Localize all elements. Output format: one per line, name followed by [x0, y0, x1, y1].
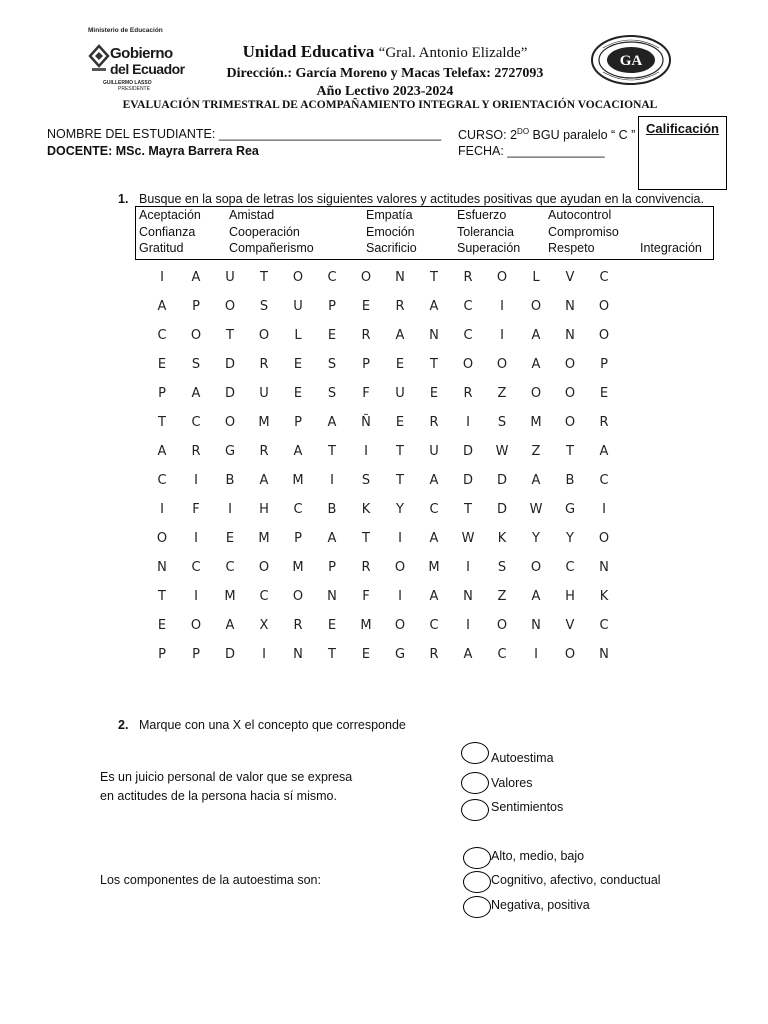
- question1-number: 1.: [118, 192, 129, 206]
- grid-letter[interactable]: H: [565, 589, 575, 604]
- grid-letter[interactable]: Y: [532, 531, 540, 546]
- item2-option: Negativa, positiva: [491, 898, 590, 912]
- grid-letter[interactable]: T: [226, 328, 234, 343]
- grid-letter[interactable]: I: [534, 647, 538, 662]
- svg-text:GA: GA: [619, 53, 643, 69]
- grid-letter[interactable]: E: [599, 386, 609, 401]
- grid-letter[interactable]: C: [225, 560, 235, 575]
- option-circle[interactable]: [463, 847, 491, 869]
- grid-letter[interactable]: T: [430, 357, 438, 372]
- grid-letter[interactable]: O: [258, 328, 270, 343]
- grid-letter[interactable]: E: [395, 357, 405, 372]
- grid-letter[interactable]: C: [463, 328, 473, 343]
- grid-letter[interactable]: S: [361, 473, 371, 488]
- grid-letter[interactable]: U: [225, 270, 235, 285]
- grid-row: [150, 386, 620, 406]
- grid-letter[interactable]: T: [328, 647, 336, 662]
- grid-letter[interactable]: R: [599, 415, 609, 430]
- grid-letter[interactable]: P: [362, 357, 370, 372]
- date-label: FECHA: ______________: [458, 144, 605, 158]
- grid-letter[interactable]: O: [530, 386, 542, 401]
- grid-letter[interactable]: A: [463, 647, 473, 662]
- grid-letter[interactable]: T: [260, 270, 268, 285]
- grid-letter[interactable]: Y: [396, 502, 404, 517]
- word-list-item: Compromiso: [548, 225, 619, 239]
- grid-letter[interactable]: C: [599, 270, 609, 285]
- grid-letter[interactable]: D: [224, 647, 235, 662]
- grid-letter[interactable]: K: [497, 531, 507, 546]
- grid-letter[interactable]: M: [292, 560, 304, 575]
- grid-letter[interactable]: M: [292, 473, 304, 488]
- grid-row: [150, 444, 620, 464]
- teacher-label: DOCENTE: MSc. Mayra Barrera Rea: [47, 144, 259, 158]
- grid-row: [150, 415, 620, 435]
- grid-row: [150, 473, 620, 493]
- grid-letter[interactable]: C: [599, 618, 609, 633]
- word-list-item: Autocontrol: [548, 208, 612, 222]
- grid-letter[interactable]: O: [530, 560, 542, 575]
- grid-letter[interactable]: A: [157, 299, 167, 314]
- grid-letter[interactable]: B: [327, 502, 337, 517]
- grid-letter[interactable]: S: [327, 386, 337, 401]
- grid-letter[interactable]: C: [157, 473, 167, 488]
- grid-letter[interactable]: I: [466, 560, 470, 575]
- grid-letter[interactable]: K: [361, 502, 371, 517]
- grid-letter[interactable]: I: [500, 299, 504, 314]
- grid-letter[interactable]: A: [429, 473, 439, 488]
- grid-letter[interactable]: C: [599, 473, 609, 488]
- item1-option: Sentimientos: [491, 800, 564, 814]
- gov-logo-line1: Gobierno: [110, 45, 173, 62]
- option-circle[interactable]: [461, 799, 489, 821]
- grid-letter[interactable]: O: [598, 299, 610, 314]
- option-circle[interactable]: [461, 772, 489, 794]
- grid-letter[interactable]: C: [293, 502, 303, 517]
- word-list-item: Esfuerzo: [457, 208, 507, 222]
- item1-prompt-line1: Es un juicio personal de valor que se expresa: [100, 770, 353, 784]
- grid-letter[interactable]: G: [224, 444, 236, 459]
- gov-logo-line3: GUILLERMO LASSO: [103, 80, 152, 86]
- grid-letter[interactable]: I: [262, 647, 266, 662]
- grid-letter[interactable]: B: [225, 473, 235, 488]
- grid-letter[interactable]: N: [429, 328, 439, 343]
- grid-letter[interactable]: N: [395, 270, 405, 285]
- question2-number: 2.: [118, 718, 129, 732]
- grid-letter[interactable]: V: [565, 618, 575, 633]
- grid-row: [150, 618, 620, 638]
- grid-letter[interactable]: O: [360, 270, 372, 285]
- word-list-box: [135, 206, 714, 260]
- grid-letter[interactable]: D: [224, 357, 235, 372]
- grid-letter[interactable]: U: [293, 299, 303, 314]
- grid-letter[interactable]: I: [194, 473, 198, 488]
- grid-letter[interactable]: O: [224, 415, 236, 430]
- grid-letter[interactable]: T: [328, 444, 336, 459]
- option-circle[interactable]: [461, 742, 489, 764]
- grid-letter[interactable]: R: [463, 386, 473, 401]
- grid-letter[interactable]: I: [466, 618, 470, 633]
- course-rest: BGU paralelo “ C ”: [529, 128, 636, 143]
- grid-letter[interactable]: C: [191, 415, 201, 430]
- grid-letter[interactable]: O: [564, 647, 576, 662]
- evaluation-title: EVALUACIÓN TRIMESTRAL DE ACOMPAÑAMIENTO INTEGRAL Y ORIENTACIÓN VOCACIONAL: [122, 99, 658, 111]
- grid-letter[interactable]: Z: [497, 589, 507, 604]
- grid-letter[interactable]: D: [462, 473, 473, 488]
- item1-prompt-line2: en actitudes de la persona hacia sí mismo.: [100, 789, 337, 803]
- grid-letter[interactable]: I: [330, 473, 334, 488]
- grid-letter[interactable]: I: [194, 531, 198, 546]
- item1-option: Autoestima: [491, 751, 554, 765]
- grid-letter[interactable]: E: [361, 647, 371, 662]
- grid-letter[interactable]: A: [327, 415, 337, 430]
- word-list-item: Tolerancia: [457, 225, 514, 239]
- grid-letter[interactable]: F: [362, 589, 370, 604]
- grid-letter[interactable]: A: [191, 270, 201, 285]
- gov-logo-line4: PRESIDENTE: [118, 86, 150, 92]
- grid-letter[interactable]: D: [496, 473, 507, 488]
- grid-letter[interactable]: O: [598, 328, 610, 343]
- grid-letter[interactable]: C: [429, 618, 439, 633]
- grid-letter[interactable]: N: [293, 647, 303, 662]
- grid-letter[interactable]: M: [428, 560, 440, 575]
- grid-letter[interactable]: U: [259, 386, 269, 401]
- grid-letter[interactable]: O: [258, 560, 270, 575]
- grid-letter[interactable]: T: [158, 415, 166, 430]
- grid-letter[interactable]: E: [429, 386, 439, 401]
- grid-letter[interactable]: E: [157, 357, 167, 372]
- grid-letter[interactable]: N: [565, 299, 575, 314]
- grid-letter[interactable]: M: [258, 531, 270, 546]
- grid-letter[interactable]: I: [500, 328, 504, 343]
- grid-letter[interactable]: A: [429, 299, 439, 314]
- grid-letter[interactable]: N: [531, 618, 541, 633]
- grid-letter[interactable]: O: [190, 328, 202, 343]
- grid-letter[interactable]: W: [495, 444, 509, 459]
- question1-text: Busque en la sopa de letras los siguientes valores y actitudes positivas que ayudan en la convivencia.: [139, 192, 704, 206]
- grid-row: [150, 589, 620, 609]
- course-text: CURSO: 2: [458, 128, 518, 143]
- grid-letter[interactable]: R: [259, 444, 269, 459]
- grid-letter[interactable]: R: [395, 299, 405, 314]
- word-list-item: Confianza: [139, 225, 196, 239]
- student-name-label: NOMBRE DEL ESTUDIANTE: ________________________________: [47, 127, 442, 141]
- grid-letter[interactable]: A: [259, 473, 269, 488]
- grid-letter[interactable]: R: [259, 357, 269, 372]
- grid-row: [150, 328, 620, 348]
- grid-letter[interactable]: E: [327, 328, 337, 343]
- grid-letter[interactable]: E: [157, 618, 167, 633]
- grid-letter[interactable]: N: [327, 589, 337, 604]
- gov-logo-line2: del Ecuador: [110, 61, 185, 77]
- grid-letter[interactable]: S: [497, 560, 507, 575]
- item2-option: Cognitivo, afectivo, conductual: [491, 873, 661, 887]
- grid-row: [150, 270, 620, 290]
- grid-letter[interactable]: O: [496, 357, 508, 372]
- grid-letter[interactable]: E: [361, 299, 371, 314]
- grid-letter[interactable]: O: [190, 618, 202, 633]
- grid-letter[interactable]: P: [328, 560, 336, 575]
- grid-row: [150, 647, 620, 667]
- grid-letter[interactable]: I: [466, 415, 470, 430]
- school-name-sub: “Gral. Antonio Elizalde”: [378, 45, 528, 61]
- item2-prompt-line1: Los componentes de la autoestima son:: [100, 873, 321, 887]
- word-list-item: Emoción: [366, 225, 415, 239]
- grid-letter[interactable]: F: [362, 386, 370, 401]
- grid-letter[interactable]: D: [496, 502, 507, 517]
- item2-option: Alto, medio, bajo: [491, 849, 585, 863]
- grid-letter[interactable]: T: [396, 473, 404, 488]
- grid-letter[interactable]: H: [259, 502, 269, 517]
- word-list-item: Empatía: [366, 208, 413, 222]
- grid-letter[interactable]: O: [394, 618, 406, 633]
- grid-letter[interactable]: T: [396, 444, 404, 459]
- grid-letter[interactable]: C: [327, 270, 337, 285]
- option-circle[interactable]: [463, 871, 491, 893]
- grid-letter[interactable]: X: [259, 618, 269, 633]
- grid-letter[interactable]: U: [429, 444, 439, 459]
- grid-letter[interactable]: L: [294, 328, 302, 343]
- grid-letter[interactable]: S: [327, 357, 337, 372]
- grid-letter[interactable]: M: [224, 589, 236, 604]
- grid-letter[interactable]: A: [157, 444, 167, 459]
- grid-letter[interactable]: B: [565, 473, 575, 488]
- grid-letter[interactable]: P: [600, 357, 608, 372]
- grid-letter[interactable]: O: [292, 589, 304, 604]
- grid-letter[interactable]: I: [194, 589, 198, 604]
- grid-letter[interactable]: C: [157, 328, 167, 343]
- grid-letter[interactable]: P: [294, 531, 302, 546]
- course-sup: DO: [517, 127, 530, 136]
- school-name-main: Unidad Educativa: [242, 42, 375, 61]
- grid-letter[interactable]: P: [158, 647, 166, 662]
- grid-letter[interactable]: F: [192, 502, 200, 517]
- grid-letter[interactable]: C: [497, 647, 507, 662]
- grid-letter[interactable]: T: [430, 270, 438, 285]
- question2-text: Marque con una X el concepto que corresponde: [139, 718, 406, 732]
- grid-letter[interactable]: A: [599, 444, 609, 459]
- grid-letter[interactable]: I: [398, 531, 402, 546]
- grid-letter[interactable]: O: [598, 531, 610, 546]
- grid-letter[interactable]: O: [564, 386, 576, 401]
- grid-letter[interactable]: R: [191, 444, 201, 459]
- grid-letter[interactable]: O: [564, 415, 576, 430]
- word-list-item: Compañerismo: [229, 241, 314, 255]
- grid-letter[interactable]: T: [158, 589, 166, 604]
- grid-letter[interactable]: E: [293, 386, 303, 401]
- grid-letter[interactable]: O: [292, 270, 304, 285]
- grid-letter[interactable]: A: [225, 618, 235, 633]
- grid-letter[interactable]: Y: [566, 531, 574, 546]
- grid-letter[interactable]: R: [463, 270, 473, 285]
- grid-letter[interactable]: C: [565, 560, 575, 575]
- grid-letter[interactable]: S: [191, 357, 201, 372]
- grid-letter[interactable]: O: [224, 299, 236, 314]
- grid-letter[interactable]: C: [463, 299, 473, 314]
- grid-letter[interactable]: N: [599, 647, 609, 662]
- grid-letter[interactable]: C: [429, 502, 439, 517]
- grade-box[interactable]: [638, 116, 727, 190]
- grid-letter[interactable]: A: [429, 531, 439, 546]
- grid-letter[interactable]: N: [157, 560, 167, 575]
- word-list-item: Aceptación: [139, 208, 201, 222]
- grid-letter[interactable]: E: [327, 618, 337, 633]
- grid-letter[interactable]: P: [294, 415, 302, 430]
- grid-letter[interactable]: W: [529, 502, 543, 517]
- grid-letter[interactable]: E: [293, 357, 303, 372]
- grid-letter[interactable]: A: [395, 328, 405, 343]
- grid-row: [150, 357, 620, 377]
- grid-letter[interactable]: M: [258, 415, 270, 430]
- ecuador-flag-logo-icon: [88, 44, 110, 80]
- grid-letter[interactable]: A: [293, 444, 303, 459]
- grid-letter[interactable]: P: [158, 386, 166, 401]
- school-name: [160, 42, 610, 62]
- grid-letter[interactable]: A: [531, 328, 541, 343]
- grid-letter[interactable]: W: [461, 531, 475, 546]
- grid-letter[interactable]: O: [156, 531, 168, 546]
- grid-letter[interactable]: K: [599, 589, 609, 604]
- grid-letter[interactable]: Z: [497, 386, 507, 401]
- grid-letter[interactable]: C: [259, 589, 269, 604]
- grid-letter[interactable]: O: [394, 560, 406, 575]
- grid-letter[interactable]: D: [224, 386, 235, 401]
- grid-letter[interactable]: N: [565, 328, 575, 343]
- grid-letter[interactable]: A: [327, 531, 337, 546]
- grid-letter[interactable]: O: [530, 299, 542, 314]
- grid-letter[interactable]: N: [463, 589, 473, 604]
- word-list-item: Integración: [640, 241, 702, 255]
- word-list-item: Amistad: [229, 208, 275, 222]
- grid-row: [150, 299, 620, 319]
- grid-letter[interactable]: T: [362, 531, 370, 546]
- grid-row: [150, 502, 620, 522]
- ministry-label: Ministerio de Educación: [88, 27, 163, 34]
- grid-letter[interactable]: P: [192, 647, 200, 662]
- grid-letter[interactable]: N: [599, 560, 609, 575]
- grid-letter[interactable]: I: [228, 502, 232, 517]
- grid-letter[interactable]: G: [394, 647, 406, 662]
- grid-letter[interactable]: D: [462, 444, 473, 459]
- grid-letter[interactable]: O: [564, 357, 576, 372]
- grid-letter[interactable]: Z: [531, 444, 541, 459]
- grid-letter[interactable]: S: [259, 299, 269, 314]
- grid-letter[interactable]: Ñ: [361, 415, 371, 430]
- school-seal-icon: [590, 34, 672, 86]
- grid-row: [150, 531, 620, 551]
- school-year: Año Lectivo 2023-2024: [316, 84, 454, 99]
- grid-letter[interactable]: P: [328, 299, 336, 314]
- word-list-item: Gratitud: [139, 241, 184, 255]
- item1-option: Valores: [491, 776, 533, 790]
- grid-letter[interactable]: U: [395, 386, 405, 401]
- grid-letter[interactable]: R: [361, 328, 371, 343]
- grid-letter[interactable]: I: [160, 502, 164, 517]
- grid-letter[interactable]: C: [191, 560, 201, 575]
- grid-letter[interactable]: P: [192, 299, 200, 314]
- word-list-item: Respeto: [548, 241, 595, 255]
- grid-letter[interactable]: M: [530, 415, 542, 430]
- grid-row: [150, 560, 620, 580]
- grid-letter[interactable]: R: [429, 415, 439, 430]
- grid-letter[interactable]: O: [496, 618, 508, 633]
- grid-letter[interactable]: E: [225, 531, 235, 546]
- grid-letter[interactable]: A: [531, 473, 541, 488]
- grid-letter[interactable]: O: [496, 270, 508, 285]
- grid-letter[interactable]: A: [531, 357, 541, 372]
- grid-letter[interactable]: L: [532, 270, 540, 285]
- option-circle[interactable]: [463, 896, 491, 918]
- grid-letter[interactable]: G: [564, 502, 576, 517]
- school-address: Dirección.: García Moreno y Macas Telefax: 2727093: [226, 66, 544, 81]
- word-list-item: Cooperación: [229, 225, 300, 239]
- grid-letter[interactable]: E: [395, 415, 405, 430]
- grid-letter[interactable]: S: [497, 415, 507, 430]
- grid-letter[interactable]: A: [191, 386, 201, 401]
- grid-letter[interactable]: A: [429, 589, 439, 604]
- grid-letter[interactable]: M: [360, 618, 372, 633]
- grid-letter[interactable]: R: [361, 560, 371, 575]
- grid-letter[interactable]: A: [531, 589, 541, 604]
- course-label: [458, 127, 635, 142]
- grid-letter[interactable]: R: [293, 618, 303, 633]
- grid-letter[interactable]: R: [429, 647, 439, 662]
- word-list-item: Superación: [457, 241, 521, 255]
- grid-letter[interactable]: O: [462, 357, 474, 372]
- grade-label: Calificación: [646, 121, 719, 136]
- grid-letter[interactable]: I: [398, 589, 402, 604]
- word-list-item: Sacrificio: [366, 241, 417, 255]
- grid-letter[interactable]: T: [566, 444, 574, 459]
- grid-letter[interactable]: V: [565, 270, 575, 285]
- grid-letter[interactable]: I: [602, 502, 606, 517]
- grid-letter[interactable]: I: [160, 270, 164, 285]
- grid-letter[interactable]: I: [364, 444, 368, 459]
- grid-letter[interactable]: T: [464, 502, 472, 517]
